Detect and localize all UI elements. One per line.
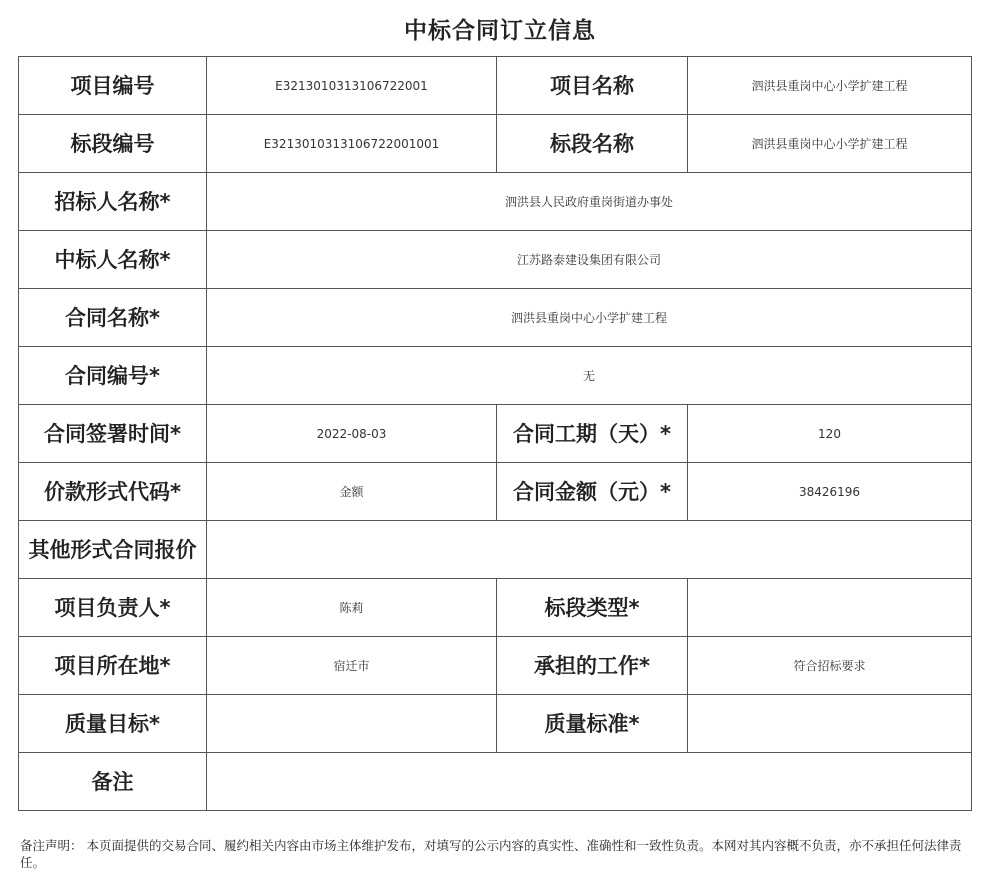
table-row [19,347,972,405]
section-name-value: 泗洪县重岗中心小学扩建工程 [688,115,972,173]
quality-goal-value [207,695,497,753]
winner-value: 江苏路泰建设集团有限公司 [207,231,972,289]
winner-label: 中标人名称* [19,231,207,289]
remark-label: 备注 [19,753,207,811]
amount-label: 合同金额（元）* [497,463,688,521]
project-no-label: 项目编号 [19,57,207,115]
sign-date-value: 2022-08-03 [207,405,497,463]
work-value: 符合招标要求 [688,637,972,695]
price-form-value: 金额 [207,463,497,521]
table-row [19,173,972,231]
table-row [19,753,972,811]
table-row [19,289,972,347]
section-type-value [688,579,972,637]
sign-date-label: 合同签署时间* [19,405,207,463]
remark-value [207,753,972,811]
contract-name-label: 合同名称* [19,289,207,347]
table-row [19,115,972,173]
table-row [19,521,972,579]
section-name-label: 标段名称 [497,115,688,173]
price-form-label: 价款形式代码* [19,463,207,521]
page-title: 中标合同订立信息 [404,18,596,44]
table-row [19,637,972,695]
work-label: 承担的工作* [497,637,688,695]
table-row [19,579,972,637]
contract-name-value: 泗洪县重岗中心小学扩建工程 [207,289,972,347]
quality-std-label: 质量标准* [497,695,688,753]
duration-value: 120 [688,405,972,463]
tenderer-label: 招标人名称* [19,173,207,231]
contract-no-label: 合同编号* [19,347,207,405]
project-name-label: 项目名称 [497,57,688,115]
contract-info-table [18,56,972,811]
other-quote-label: 其他形式合同报价 [19,521,207,579]
table-row [19,405,972,463]
section-type-label: 标段类型* [497,579,688,637]
project-no-value: E3213010313106722001 [207,57,497,115]
location-value: 宿迁市 [207,637,497,695]
disclaimer-note: 备注声明： 本页面提供的交易合同、履约相关内容由市场主体维护发布，对填写的公示内容的真实性、准确性和一致性负责。本网对其内容概不负责，亦不承担任何法律责任。 [20,838,962,870]
table-row [19,463,972,521]
quality-std-value [688,695,972,753]
tenderer-value: 泗洪县人民政府重岗街道办事处 [207,173,972,231]
location-label: 项目所在地* [19,637,207,695]
section-no-value: E3213010313106722001001 [207,115,497,173]
other-quote-value [207,521,972,579]
table-row [19,695,972,753]
table-row [19,57,972,115]
quality-goal-label: 质量目标* [19,695,207,753]
manager-value: 陈莉 [207,579,497,637]
contract-no-value: 无 [207,347,972,405]
section-no-label: 标段编号 [19,115,207,173]
project-name-value: 泗洪县重岗中心小学扩建工程 [688,57,972,115]
duration-label: 合同工期（天）* [497,405,688,463]
amount-value: 38426196 [688,463,972,521]
table-row [19,231,972,289]
manager-label: 项目负责人* [19,579,207,637]
